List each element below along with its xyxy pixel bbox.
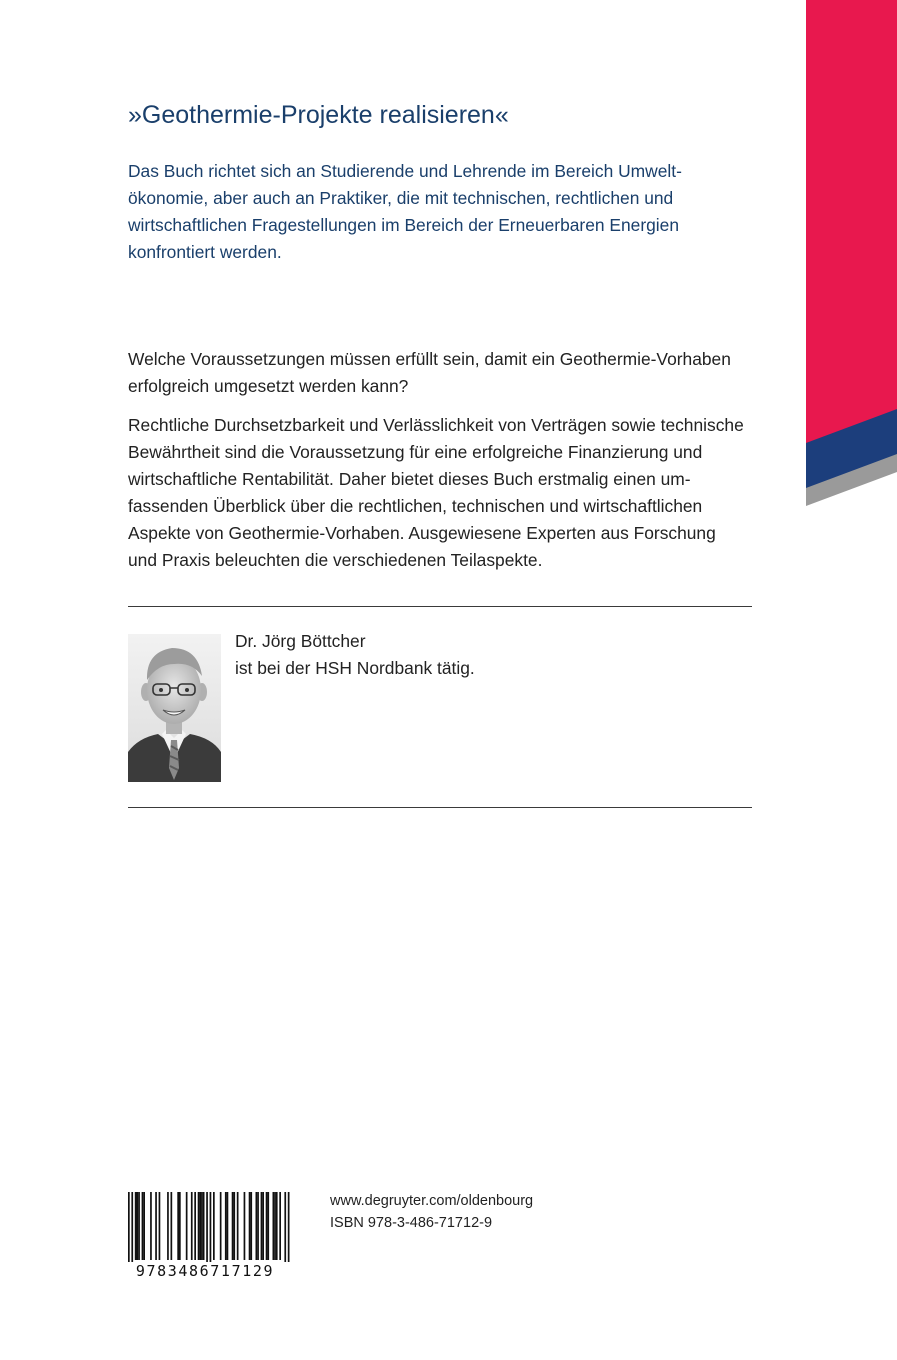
barcode-bar (186, 1192, 188, 1260)
barcode-bar (237, 1192, 239, 1260)
barcode-bar (267, 1192, 269, 1260)
barcode-bar (191, 1192, 193, 1260)
author-bio (235, 628, 735, 682)
barcode-bar (261, 1192, 263, 1260)
barcode-bar (225, 1192, 227, 1260)
intro-paragraph (128, 158, 768, 266)
description-paragraph (128, 412, 768, 574)
barcode-bar (288, 1192, 290, 1262)
barcode-bar (171, 1192, 173, 1260)
barcode-bar (198, 1192, 200, 1260)
question-line: erfolgreich umgesetzt werden kann? (128, 376, 409, 396)
barcode-bar (128, 1192, 130, 1262)
description-line: Bewährtheit sind die Voraussetzung für eine erfolgreiche Finanzierung und (128, 442, 703, 462)
barcode-bar (250, 1192, 252, 1260)
author-portrait (128, 634, 221, 782)
barcode-bar (262, 1192, 264, 1260)
barcode-bar (179, 1192, 181, 1260)
divider-bottom (128, 807, 752, 808)
barcode-bar (266, 1192, 268, 1260)
question-paragraph (128, 346, 768, 400)
barcode-bar (232, 1192, 234, 1260)
barcode-bar (220, 1192, 222, 1260)
barcode-bar (177, 1192, 179, 1260)
ribbon-red-stripe (806, 0, 897, 443)
intro-line: wirtschaftlichen Fragestellungen im Bereich der Erneuerbaren Energien (128, 215, 679, 235)
isbn-text: ISBN 978-3-486-71712-9 (330, 1215, 493, 1231)
barcode-bar (256, 1192, 258, 1260)
barcode-bar (273, 1192, 275, 1260)
barcode-bar (213, 1192, 215, 1260)
barcode-bar (142, 1192, 144, 1260)
barcode-bar (284, 1192, 286, 1262)
barcode-bar (138, 1192, 140, 1260)
barcode-bar (244, 1192, 246, 1260)
barcode-bar (159, 1192, 161, 1260)
barcode-bar (279, 1192, 281, 1260)
barcode-bar (276, 1192, 278, 1260)
description-line: und Praxis beleuchten die verschiedenen Teilaspekte. (128, 550, 543, 570)
headline: »Geothermie-Projekte realisieren« (128, 101, 509, 129)
barcode-bar (201, 1192, 203, 1260)
barcode-bar (227, 1192, 229, 1260)
description-line: Aspekte von Geothermie-Vorhaben. Ausgewiesene Experten aus Forschung (128, 523, 716, 543)
barcode-bar (210, 1192, 212, 1262)
barcode-bar (194, 1192, 196, 1260)
description-line: fassenden Überblick über die rechtlichen, technischen und wirtschaftlichen (128, 496, 703, 516)
intro-line: Das Buch richtet sich an Studierende und Lehrende im Bereich Umwelt- (128, 161, 682, 181)
barcode-bar (274, 1192, 276, 1260)
barcode-bar (257, 1192, 259, 1260)
barcode-bars (116, 1192, 294, 1262)
isbn-barcode (116, 1192, 294, 1284)
description-line: Rechtliche Durchsetzbarkeit und Verlässlichkeit von Verträgen sowie technische (128, 415, 744, 435)
barcode-bar (135, 1192, 137, 1260)
intro-line: konfrontiert werden. (128, 242, 282, 262)
divider-top (128, 606, 752, 607)
barcode-bar (155, 1192, 157, 1260)
barcode-bar (131, 1192, 133, 1262)
barcode-bar (143, 1192, 145, 1260)
barcode-bar (167, 1192, 169, 1260)
description-line: wirtschaftliche Rentabilität. Daher bietet dieses Buch erstmalig einen um- (128, 469, 691, 489)
barcode-bar (150, 1192, 152, 1260)
barcode-bar (206, 1192, 208, 1262)
publisher-info (330, 1190, 630, 1234)
barcode-bar (233, 1192, 235, 1260)
barcode-digits: 9783486717129 (135, 1262, 275, 1280)
intro-line: ökonomie, aber auch an Praktiker, die mit technischen, rechtlichen und (128, 188, 674, 208)
author-role: ist bei der HSH Nordbank tätig. (235, 658, 475, 678)
author-name: Dr. Jörg Böttcher (235, 631, 366, 651)
barcode-bar (199, 1192, 201, 1260)
barcode-bar (203, 1192, 205, 1260)
barcode-bar (137, 1192, 139, 1260)
barcode-bar (249, 1192, 251, 1260)
publisher-url: www.degruyter.com/oldenbourg (330, 1193, 534, 1209)
question-line: Welche Voraussetzungen müssen erfüllt sein, damit ein Geothermie-Vorhaben (128, 349, 731, 369)
